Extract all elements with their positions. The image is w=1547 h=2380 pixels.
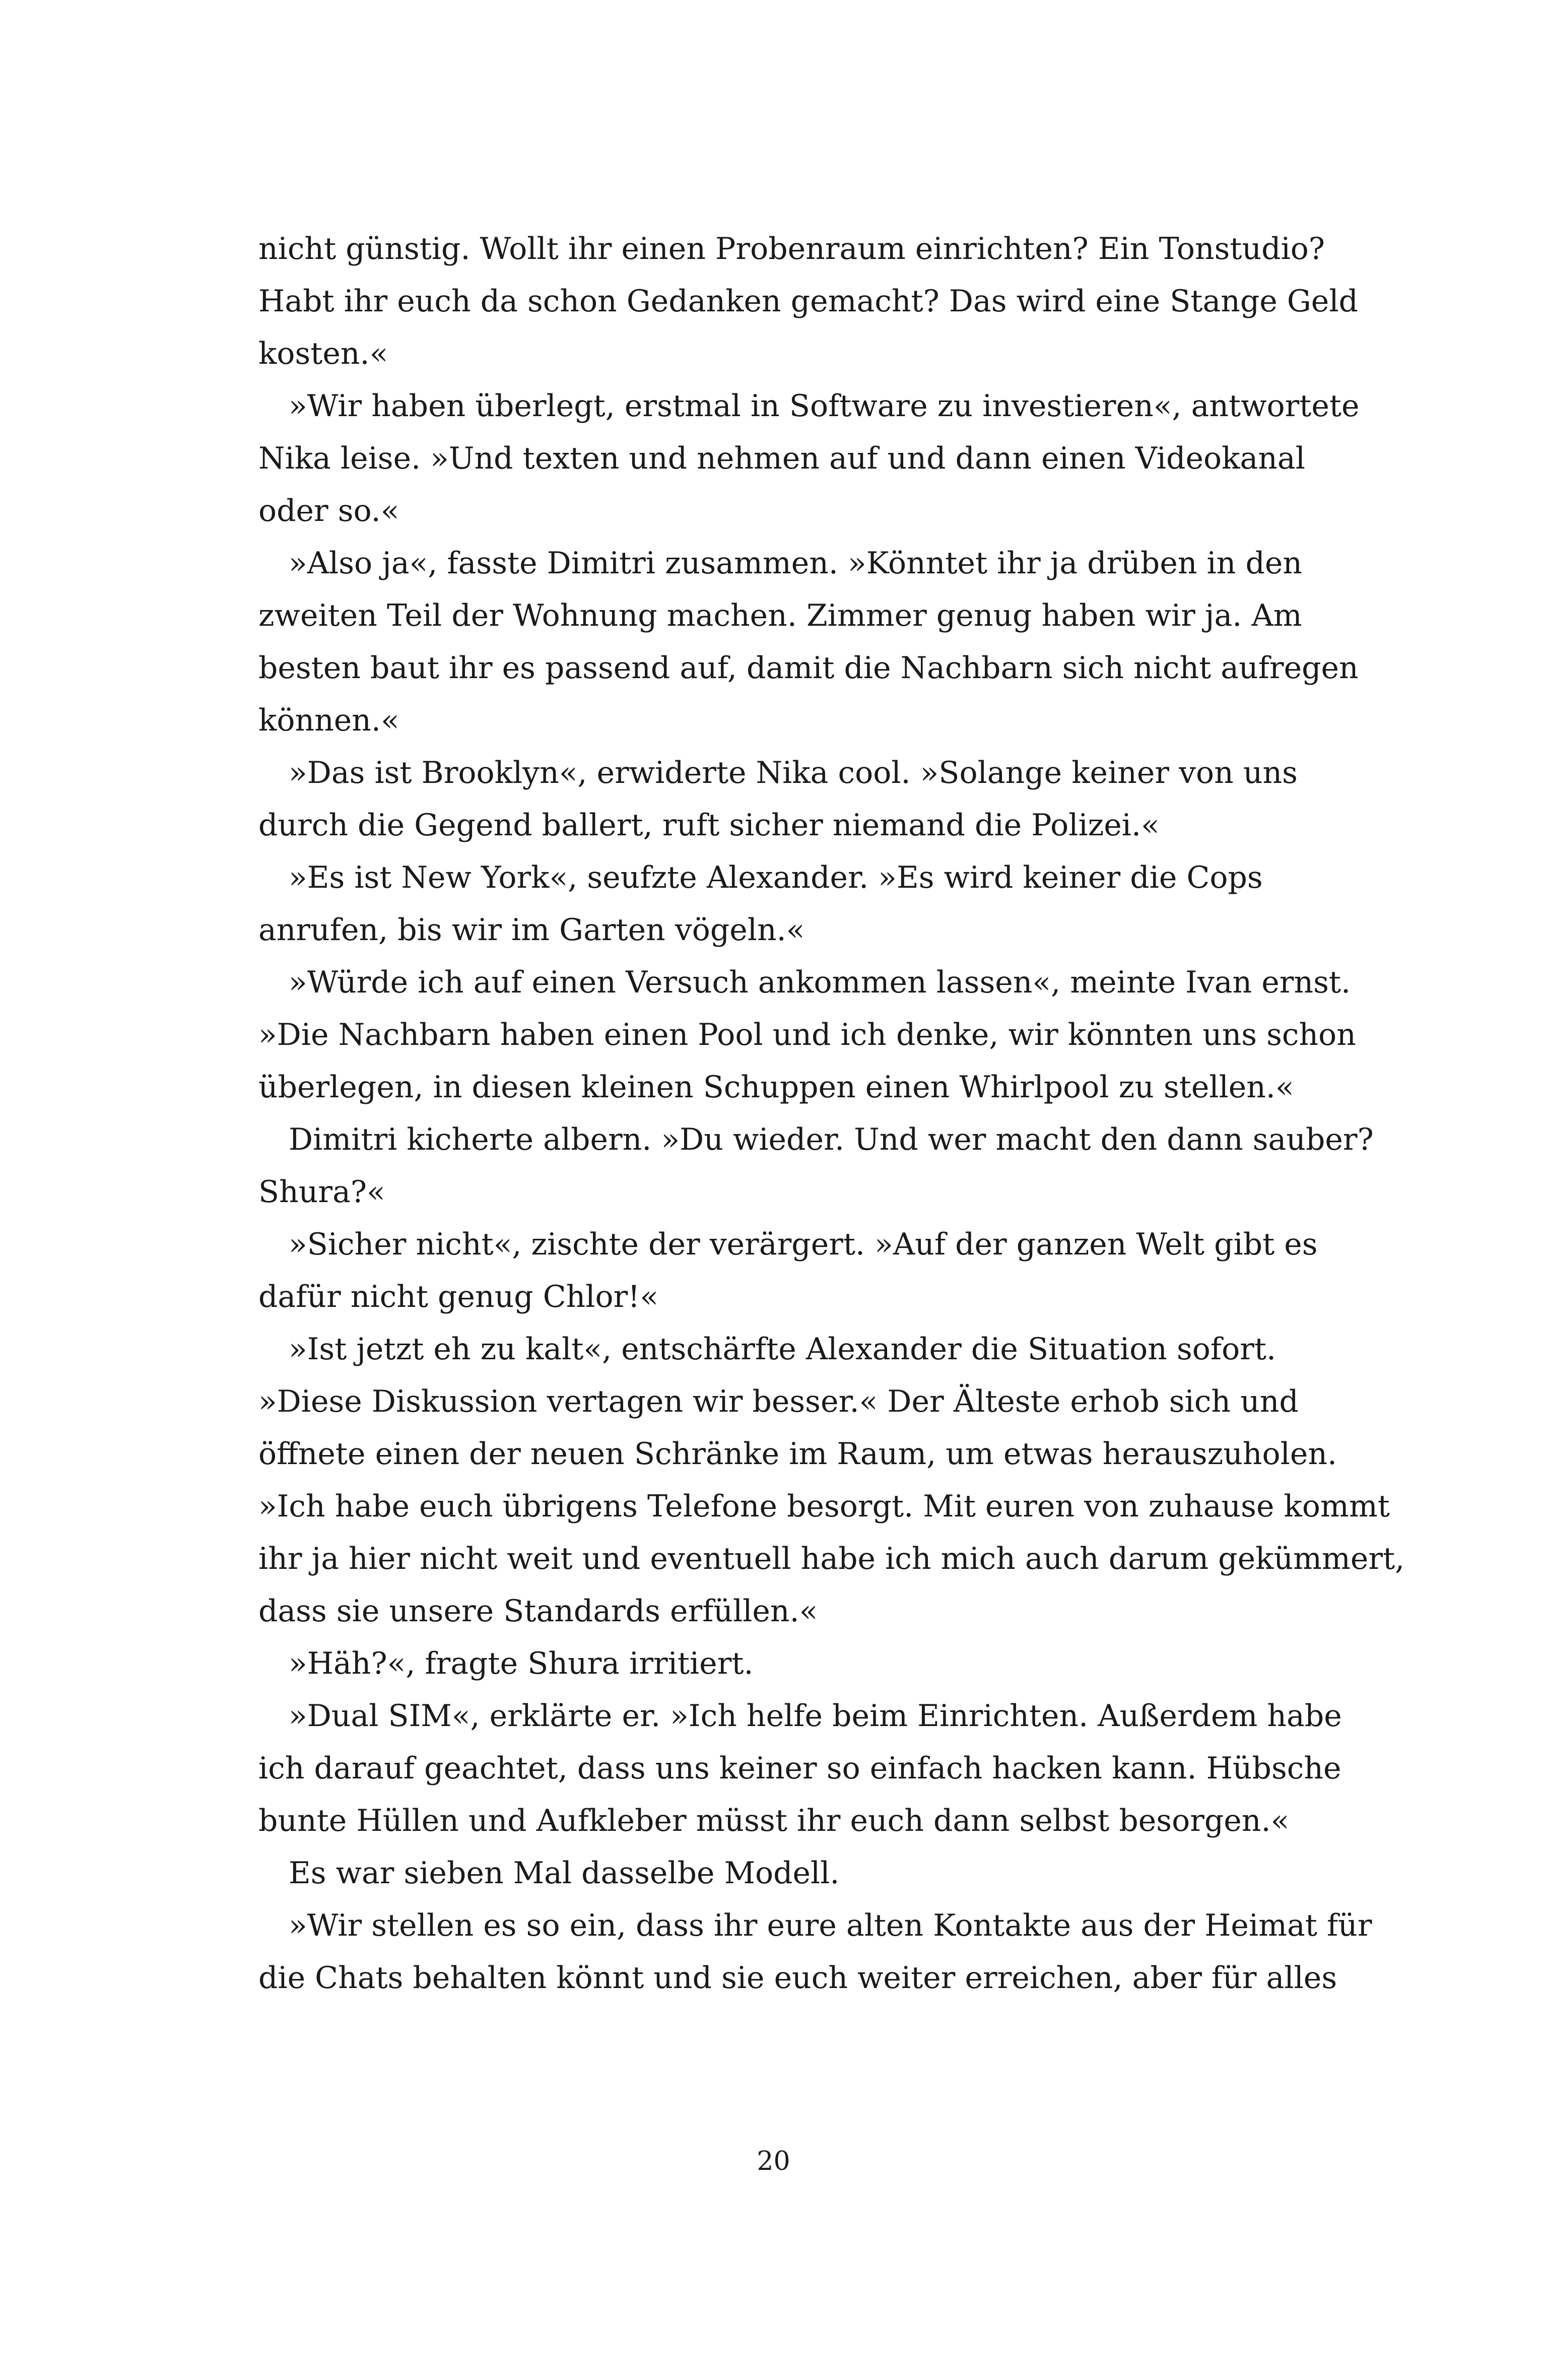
text-line: Es war sieben Mal dasselbe Modell. [258, 1856, 840, 1891]
text-line: Shura?« [258, 1174, 385, 1210]
text-line: bunte Hüllen und Aufkleber müsst ihr euch dann selbst besorgen.« [258, 1803, 1290, 1838]
text-line: »Das ist Brooklyn«, erwiderte Nika cool. »Solange keiner von uns [258, 755, 1298, 790]
text-line: Habt ihr euch da schon Gedanken gemacht? Das wird eine Stange Geld [258, 284, 1358, 319]
text-line: Dimitri kicherte albern. »Du wieder. Und wer macht den dann sauber? [258, 1122, 1374, 1157]
text-line: die Chats behalten könnt und sie euch weiter erreichen, aber für alles [258, 1960, 1337, 1996]
text-line: zweiten Teil der Wohnung machen. Zimmer genug haben wir ja. Am [258, 598, 1302, 633]
text-line: ihr ja hier nicht weit und eventuell habe ich mich auch darum gekümmert, [258, 1541, 1405, 1576]
text-line: oder so.« [258, 493, 399, 528]
text-line: »Diese Diskussion vertagen wir besser.« Der Älteste erhob sich und [258, 1384, 1299, 1419]
text-line: besten baut ihr es passend auf, damit die Nachbarn sich nicht aufregen [258, 650, 1359, 686]
text-line: »Ich habe euch übrigens Telefone besorgt. Mit euren von zuhause kommt [258, 1489, 1390, 1524]
text-line: »Häh?«, fragte Shura irritiert. [258, 1646, 754, 1681]
text-line: durch die Gegend ballert, ruft sicher niemand die Polizei.« [258, 808, 1160, 843]
text-line: nicht günstig. Wollt ihr einen Probenraum einrichten? Ein Tonstudio? [258, 231, 1325, 267]
text-line: können.« [258, 703, 399, 738]
text-line: anrufen, bis wir im Garten vögeln.« [258, 912, 805, 948]
text-line: »Sicher nicht«, zischte der verärgert. »Auf der ganzen Welt gibt es [258, 1227, 1318, 1262]
text-line: »Wir haben überlegt, erstmal in Software zu investieren«, antwortete [258, 388, 1360, 424]
text-line: Nika leise. »Und texten und nehmen auf und dann einen Videokanal [258, 441, 1305, 476]
page-number: 20 [757, 2146, 790, 2176]
text-line: »Die Nachbarn haben einen Pool und ich denke, wir könnten uns schon [258, 1017, 1356, 1052]
text-line: kosten.« [258, 336, 388, 371]
text-line: »Also ja«, fasste Dimitri zusammen. »Könntet ihr ja drüben in den [258, 546, 1303, 581]
text-line: dafür nicht genug Chlor!« [258, 1279, 659, 1314]
text-line: »Wir stellen es so ein, dass ihr eure alten Kontakte aus der Heimat für [258, 1908, 1372, 1943]
text-line: dass sie unsere Standards erfüllen.« [258, 1594, 818, 1629]
text-line: ich darauf geachtet, dass uns keiner so einfach hacken kann. Hübsche [258, 1751, 1341, 1786]
text-line: öffnete einen der neuen Schränke im Raum, um etwas herauszuholen. [258, 1436, 1337, 1472]
text-line: »Dual SIM«, erklärte er. »Ich helfe beim Einrichten. Außerdem habe [258, 1698, 1342, 1734]
text-line: »Es ist New York«, seufzte Alexander. »Es wird keiner die Cops [258, 860, 1263, 895]
text-line: überlegen, in diesen kleinen Schuppen einen Whirlpool zu stellen.« [258, 1070, 1294, 1105]
text-line: »Ist jetzt eh zu kalt«, entschärfte Alexander die Situation sofort. [258, 1332, 1276, 1367]
text-line: »Würde ich auf einen Versuch ankommen lassen«, meinte Ivan ernst. [258, 965, 1351, 1000]
body-text [258, 223, 1405, 2004]
